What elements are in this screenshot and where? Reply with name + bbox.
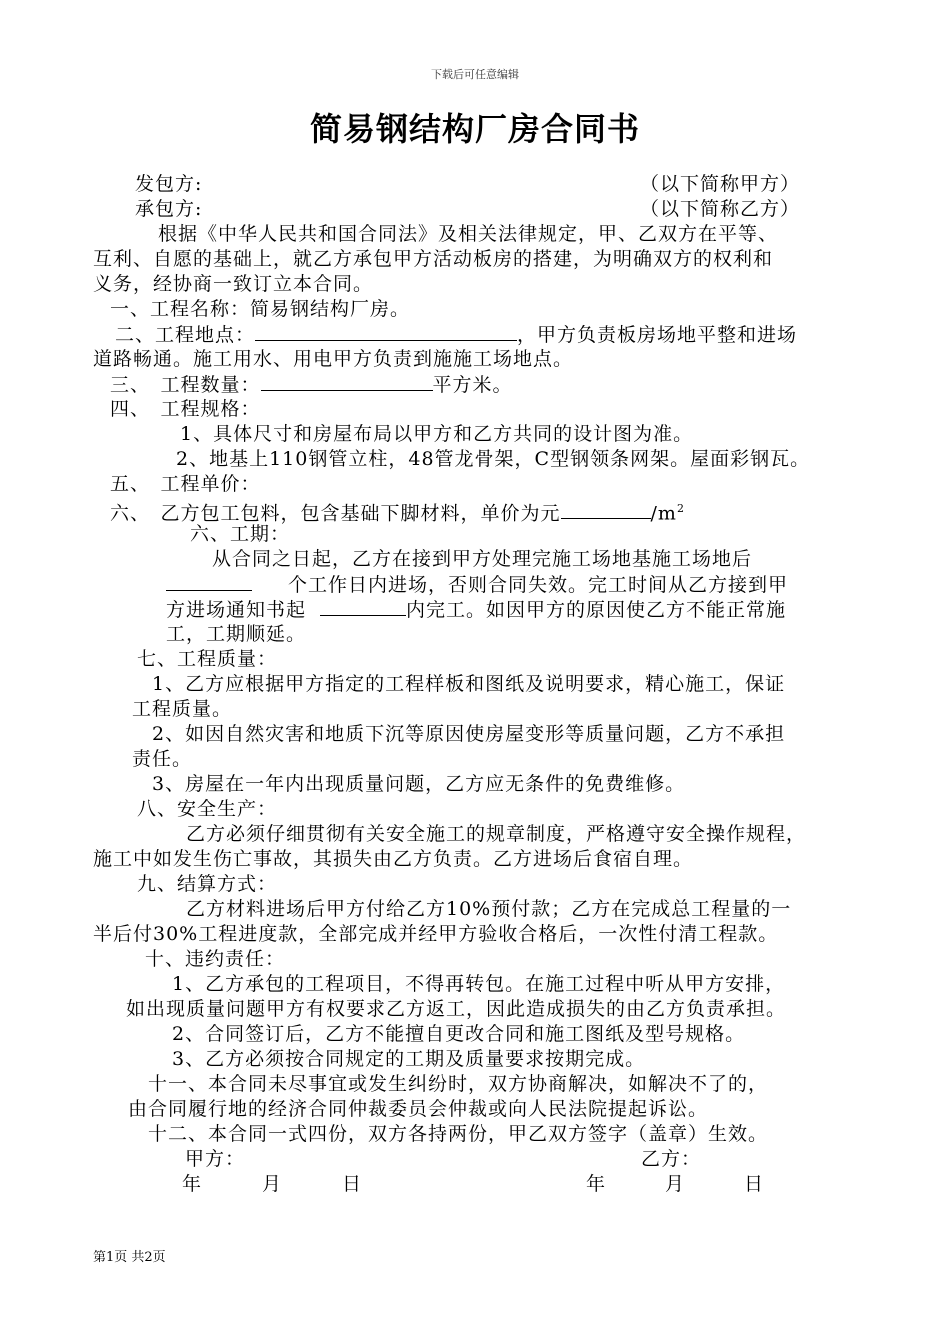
section-7-quality: 七、工程质量： xyxy=(137,648,278,670)
section-8-line-1: 乙方必须仔细贯彻有关安全施工的规章制度，严格遵守安全操作规程， xyxy=(186,823,807,845)
completion-blank[interactable] xyxy=(320,597,406,616)
section-7-item-2a: 2、如因自然灾害和地质下沉等原因使房屋变形等质量问题，乙方不承担 xyxy=(152,723,786,745)
section-5-unit-price: 五、 工程单价： xyxy=(110,473,261,495)
section-3-label: 三、 工程数量： xyxy=(110,374,261,396)
date-b-day: 日 xyxy=(744,1173,765,1195)
section-8-line-2: 施工中如发生伤亡事故，其损失由乙方负责。乙方进场后食宿自理。 xyxy=(93,848,694,870)
section-10-liability: 十、违约责任： xyxy=(145,948,286,970)
party-a-label: 发包方: xyxy=(135,173,203,195)
page-footer: 第1页 共2页 xyxy=(93,1250,166,1265)
signature-party-a: 甲方： xyxy=(185,1148,246,1170)
section-2-location xyxy=(115,322,797,347)
date-a-month: 月 xyxy=(262,1173,283,1195)
document-title: 简易钢结构厂房合同书 xyxy=(309,110,640,148)
price-blank[interactable] xyxy=(561,500,651,519)
preamble-line-1: 根据《中华人民共和国合同法》及相关法律规定，甲、乙双方在平等、 xyxy=(158,223,779,245)
section-7-item-2b: 责任。 xyxy=(132,748,193,770)
header-note: 下载后可任意编辑 xyxy=(431,68,519,81)
section-12: 十二、本合同一式四份，双方各持两份，甲乙双方签字（盖章）生效。 xyxy=(148,1123,769,1145)
preamble-line-2: 互利、自愿的基础上，就乙方承包甲方活动板房的搭建，为明确双方的权利和 xyxy=(93,248,774,270)
party-b-note: （以下简称乙方） xyxy=(640,198,801,220)
section-11-line-1: 十一、本合同未尽事宜或发生纠纷时，双方协商解决，如解决不了的， xyxy=(148,1073,769,1095)
section-2-label: 二、工程地点： xyxy=(115,324,256,346)
section-9-line-1: 乙方材料进场后甲方付给乙方10%预付款；乙方在完成总工程量的一 xyxy=(186,898,792,920)
section-9-line-2: 半后付30%工程进度款，全部完成并经甲方验收合格后，一次性付清工程款。 xyxy=(93,923,779,945)
section-7-item-3: 3、房屋在一年内出现质量问题，乙方应无条件的免费维修。 xyxy=(152,773,686,795)
section-10-item-3: 3、乙方必须按合同规定的工期及质量要求按期完成。 xyxy=(172,1048,646,1070)
section-6-unit: /m xyxy=(650,502,677,525)
quantity-blank[interactable] xyxy=(261,372,433,391)
preamble-line-3: 义务，经协商一致订立本合同。 xyxy=(93,273,374,295)
date-a-day: 日 xyxy=(342,1173,363,1195)
section-1-project-name: 一、工程名称：简易钢结构厂房。 xyxy=(110,298,411,320)
signature-party-b: 乙方： xyxy=(641,1148,702,1170)
section-7-item-1a: 1、乙方应根据甲方指定的工程样板和图纸及说明要求，精心施工，保证 xyxy=(152,673,786,695)
section-4-item-2: 2、地基上110钢管立柱，48管龙骨架，C型钢领条网架。屋面彩钢瓦。 xyxy=(176,448,811,470)
section-6-period-heading: 六、工期： xyxy=(190,523,291,545)
section-11-line-2: 由合同履行地的经济合同仲裁委员会仲裁或向人民法院提起诉讼。 xyxy=(128,1098,709,1120)
location-blank[interactable] xyxy=(255,322,517,341)
section-2-line-2: 道路畅通。施工用水、用电甲方负责到施施工场地点。 xyxy=(93,348,574,370)
party-a-note: （以下简称甲方） xyxy=(640,173,801,195)
period-line-2 xyxy=(166,572,788,597)
section-6-text: 六、 乙方包工包料，包含基础下脚材料，单价为元 xyxy=(110,502,561,525)
section-8-safety: 八、安全生产： xyxy=(137,798,278,820)
section-10-item-1b: 如出现质量问题甲方有权要求乙方返工，因此造成损失的由乙方负责承担。 xyxy=(126,998,787,1020)
period-line-4: 工，工期顺延。 xyxy=(166,623,307,645)
period-line-1: 从合同之日起，乙方在接到甲方处理完施工场地基施工场地后 xyxy=(212,548,753,570)
section-6-unit-sup: 2 xyxy=(676,502,685,515)
days-blank[interactable] xyxy=(166,572,252,591)
date-b-month: 月 xyxy=(665,1173,686,1195)
date-a-year: 年 xyxy=(182,1173,203,1195)
period-line-3 xyxy=(166,597,786,622)
section-4-item-1: 1、具体尺寸和房屋布局以甲方和乙方共同的设计图为准。 xyxy=(180,423,694,445)
section-7-item-1b: 工程质量。 xyxy=(132,698,233,720)
section-9-settlement: 九、结算方式： xyxy=(137,873,278,895)
date-b-year: 年 xyxy=(586,1173,607,1195)
section-10-item-1a: 1、乙方承包的工程项目，不得再转包。在施工过程中听从甲方安排， xyxy=(172,973,786,995)
section-3-quantity xyxy=(110,372,513,397)
section-4-spec: 四、 工程规格： xyxy=(110,398,261,420)
party-b-label: 承包方: xyxy=(135,198,203,220)
section-2-after: ，甲方负责板房场地平整和进场 xyxy=(517,324,798,346)
section-10-item-2: 2、合同签订后，乙方不能擅自更改合同和施工图纸及型号规格。 xyxy=(172,1023,746,1045)
period-line-3-start: 方进场通知书起 xyxy=(166,599,307,621)
period-line-2-text: 个工作日内进场，否则合同失效。完工时间从乙方接到甲 xyxy=(288,574,789,596)
period-line-3-end: 内完工。如因甲方的原因使乙方不能正常施 xyxy=(406,599,787,621)
section-3-unit: 平方米。 xyxy=(432,374,513,396)
